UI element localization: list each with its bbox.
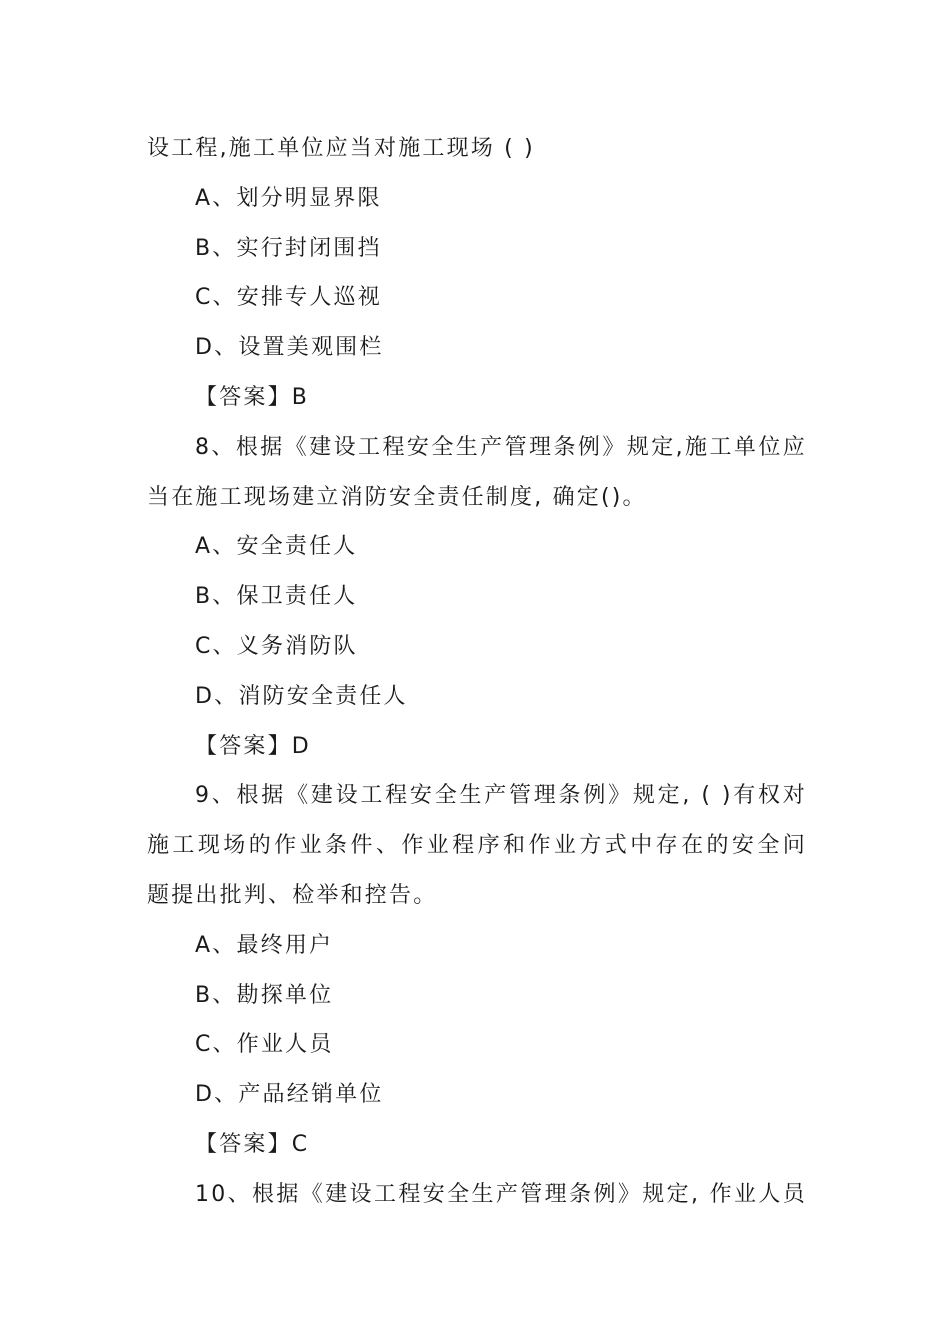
text-line: C、安排专人巡视 — [195, 285, 382, 311]
document-body — [147, 124, 807, 1220]
text-line: D、设置美观围栏 — [195, 335, 384, 361]
text-line: 【答案】B — [195, 384, 310, 410]
text-line: A、划分明显界限 — [195, 185, 382, 211]
text-line: 题提出批判、检举和控告。 — [147, 882, 438, 908]
text-line: 10、根据《建设工程安全生产管理条例》规定, 作业人员 — [195, 1181, 807, 1207]
text-line: B、保卫责任人 — [195, 584, 358, 610]
text-line: 当在施工现场建立消防安全责任制度, 确定()。 — [147, 484, 647, 510]
text-line: 设工程,施工单位应当对施工现场 ( ) — [147, 136, 535, 161]
text-line: 【答案】C — [195, 1131, 310, 1157]
text-line: B、勘探单位 — [195, 982, 334, 1008]
text-line: 【答案】D — [195, 733, 311, 759]
text-line: D、产品经销单位 — [195, 1082, 384, 1108]
text-line: 施工现场的作业条件、作业程序和作业方式中存在的安全问 — [147, 833, 807, 859]
text-line: B、实行封闭围挡 — [195, 235, 382, 261]
text-line: 9、根据《建设工程安全生产管理条例》规定, ( )有权对 — [195, 783, 807, 809]
text-line: C、义务消防队 — [195, 633, 358, 659]
text-line: D、消防安全责任人 — [195, 683, 408, 709]
text-line: A、安全责任人 — [195, 534, 358, 560]
text-line: A、最终用户 — [195, 932, 334, 958]
text-line: 8、根据《建设工程安全生产管理条例》规定,施工单位应 — [195, 434, 807, 460]
text-line: C、作业人员 — [195, 1032, 334, 1058]
